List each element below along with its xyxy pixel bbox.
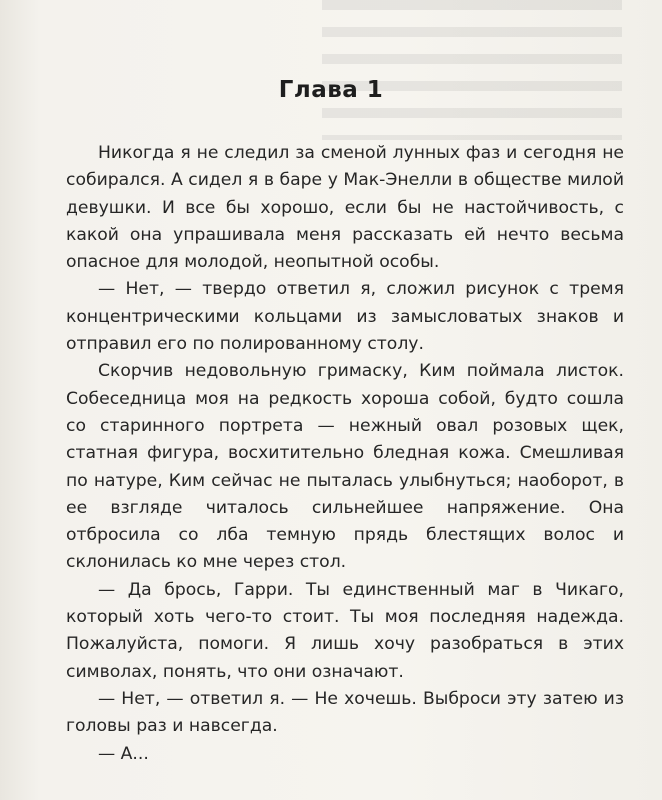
- paragraph-1: Никогда я не следил за сменой лунных фаз и сегодня не собирался. А сидел я в баре у Мак-Энелли в обществе милой девушки. И все бы хорошо, если бы не настойчивость, с какой она упрашивала меня рассказать ей нечто весьма опасное для молодой, неопытной особы.: [66, 143, 624, 273]
- bleed-through-texture: [322, 0, 622, 140]
- body-text: [66, 140, 624, 768]
- paragraph-6: — А...: [98, 743, 149, 764]
- paragraph-5: — Нет, — ответил я. — Не хочешь. Выброси эту затею из головы раз и навсегда.: [66, 688, 624, 737]
- paragraph-4: — Да брось, Гарри. Ты единственный маг в Чикаго, который хоть чего-то стоит. Ты моя последняя надежда. Пожалуйста, помоги. Я лишь хочу разобраться в этих символах, понять, что они означают.: [66, 579, 624, 682]
- paragraph-2: — Нет, — твердо ответил я, сложил рисунок с тремя концентрическими кольцами из замысловатых знаков и отправил его по полированному столу.: [66, 279, 624, 355]
- chapter-title: Глава 1: [278, 77, 384, 103]
- paragraph-3: Скорчив недовольную гримаску, Ким поймала листок. Собеседница моя на редкость хороша собой, будто сошла со старинного портрета — нежный овал розовых щек, статная фигура, восхитительно бледная кожа. Смешливая по натуре, Ким сейчас не пыталась улыбнуться; наоборот, в ее взгляде читалось сильнейшее напряжение. Она отбросила со лба темную прядь блестящих волос и склонилась ко мне через стол.: [66, 361, 624, 573]
